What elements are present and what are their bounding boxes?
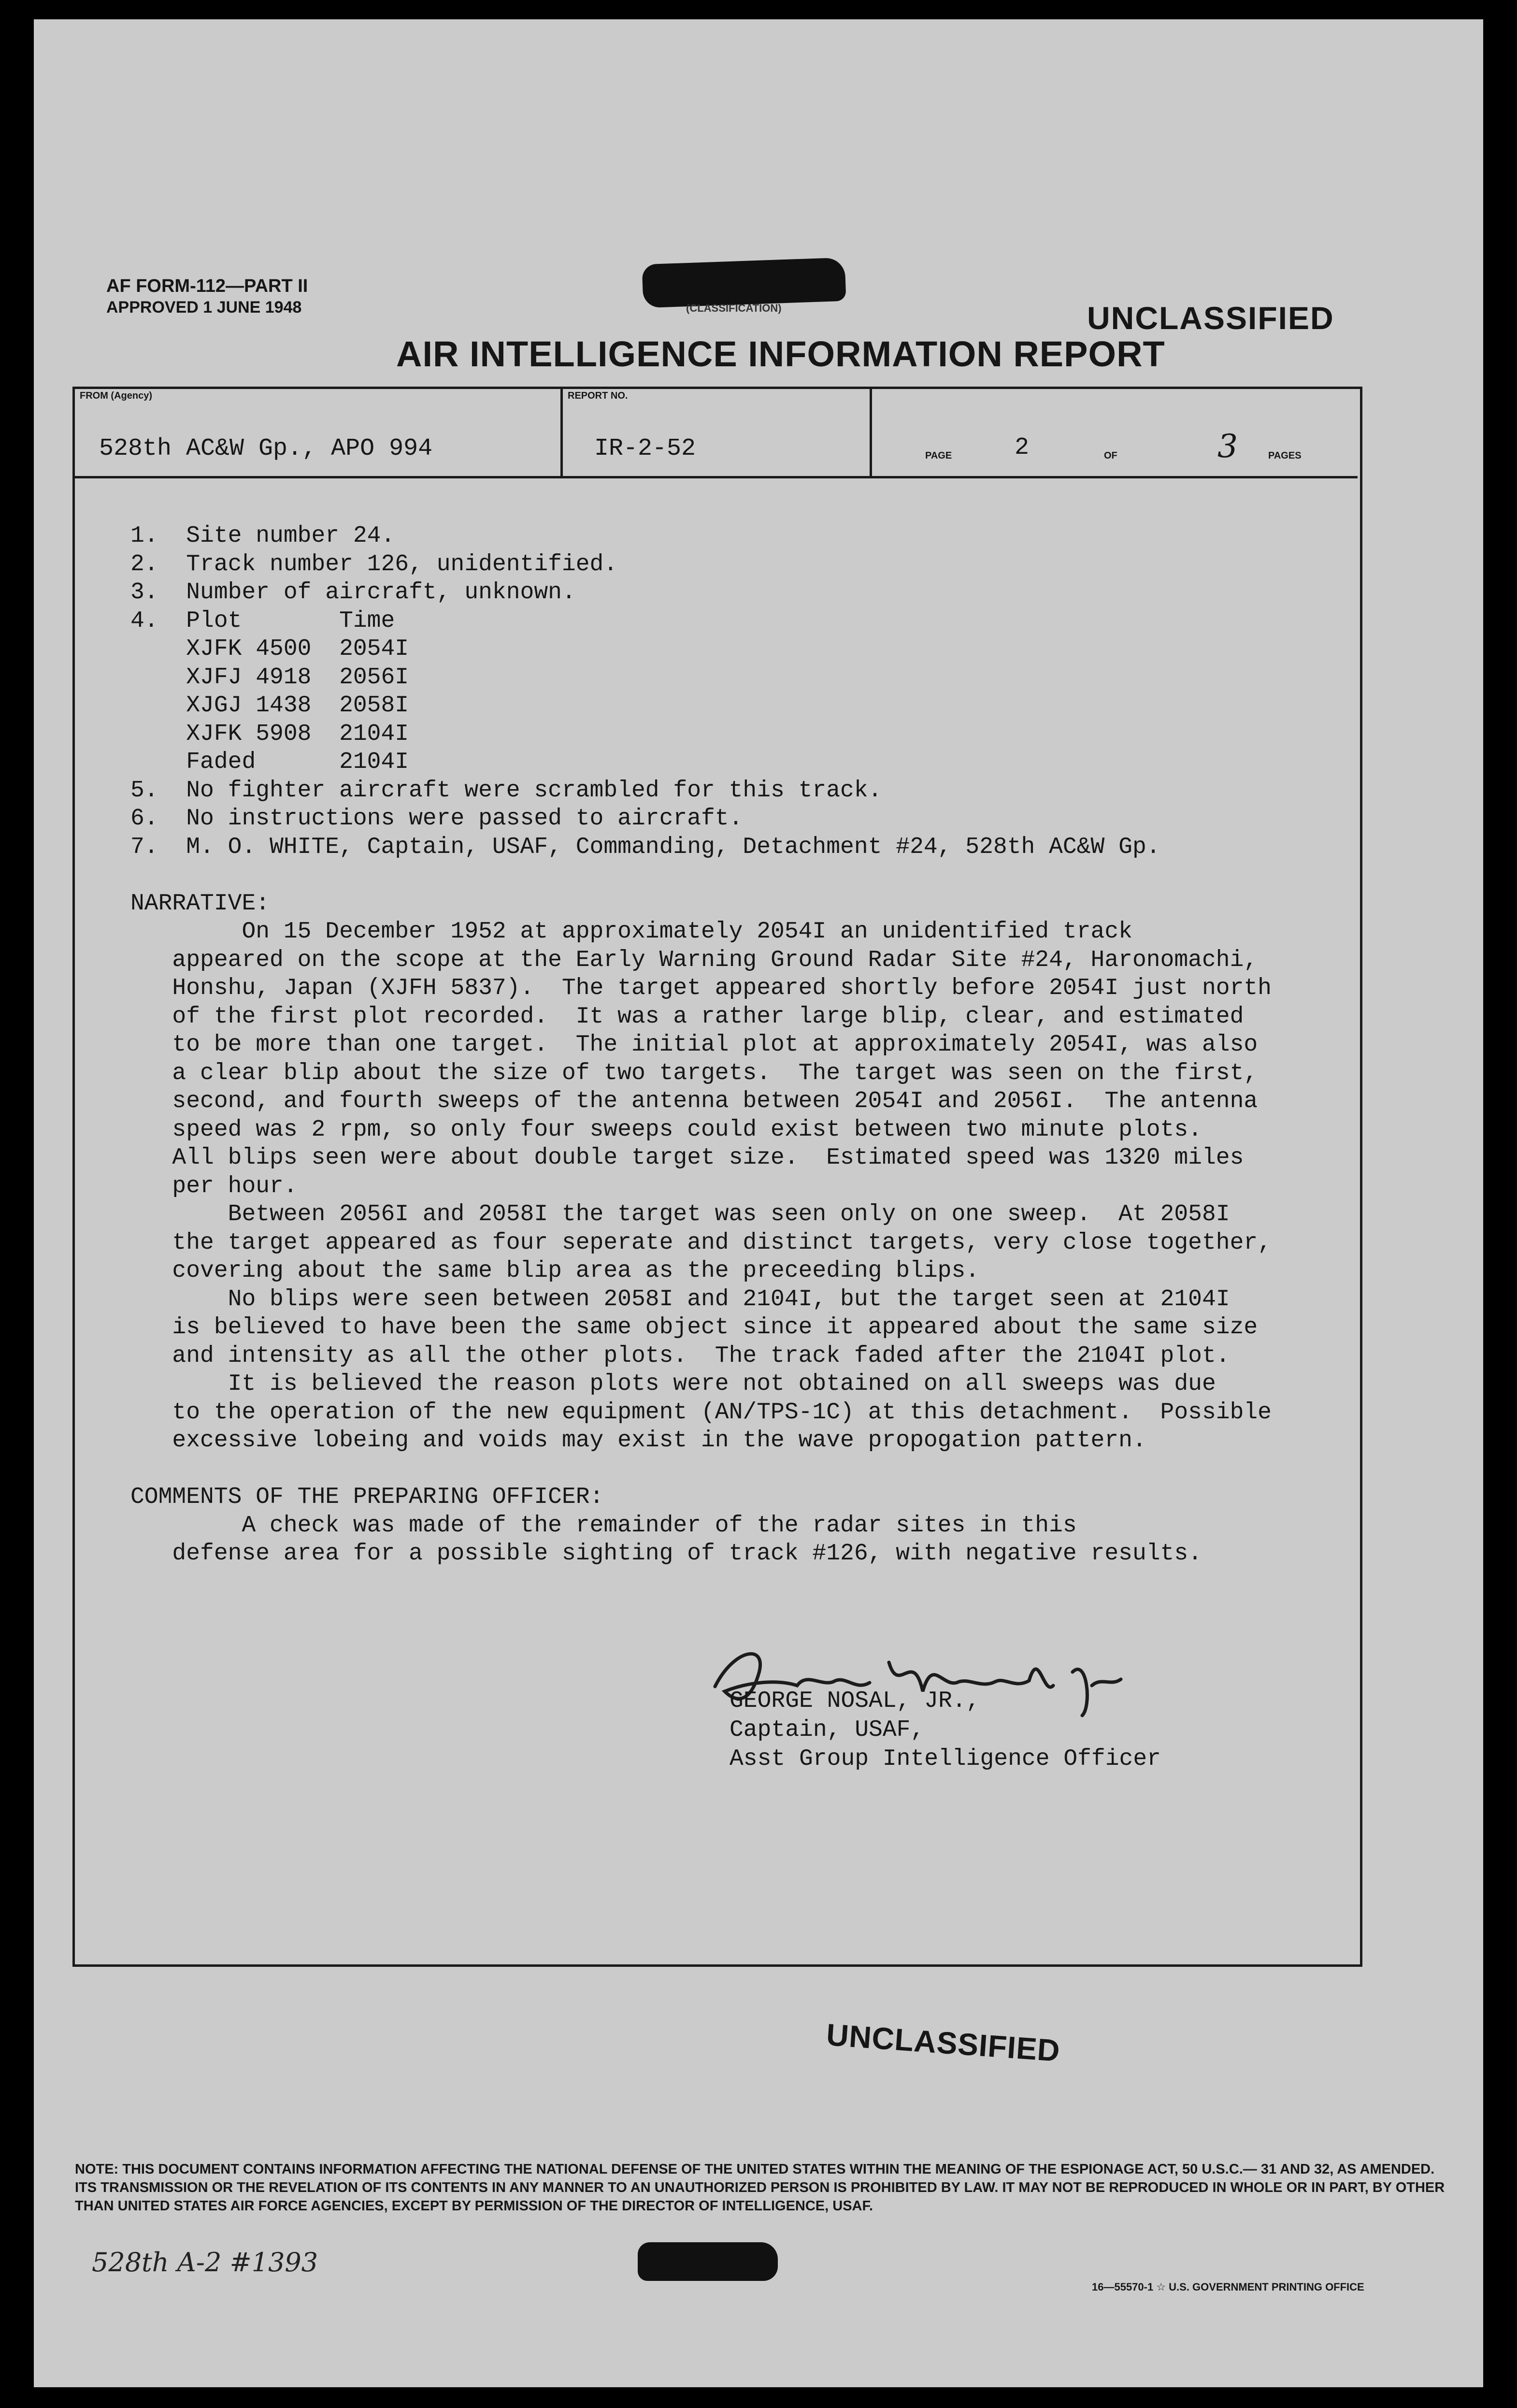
header-row xyxy=(72,387,1358,478)
of-label: OF xyxy=(1104,450,1117,461)
report-no-value: IR-2-52 xyxy=(594,435,696,462)
page-number: 2 xyxy=(1015,434,1030,461)
classification-stamp-bottom: UNCLASSIFIED xyxy=(825,2017,1061,2068)
report-title: AIR INTELLIGENCE INFORMATION REPORT xyxy=(396,334,1165,374)
redaction-bar-bottom xyxy=(638,2242,778,2281)
header-divider-1 xyxy=(560,387,563,476)
signature-block: GEORGE NOSAL, JR., Captain, USAF, Asst Group Intelligence Officer xyxy=(730,1688,1161,1772)
footer-note: NOTE: THIS DOCUMENT CONTAINS INFORMATION AFFECTING THE NATIONAL DEFENSE OF THE UNITED STATES WITHIN THE MEANING OF THE ESPIONAGE ACT, 50 U.S.C.— 31 AND 32, AS AMENDED. ITS TRANSMISSION OR THE REVELATION OF ITS CONTENTS IN ANY MANNER TO AN UNAUTHORIZED PERSON IS PROHIBITED BY LAW. IT MAY NOT BE REPRODUCED IN WHOLE OR IN PART, BY OTHER THAN UNITED STATES AIR FORCE AGENCIES, EXCEPT BY PERMISSION OF THE DIRECTOR OF INTELLIGENCE, USAF. xyxy=(75,2162,1445,2214)
handwritten-reference: 528th A-2 #1393 xyxy=(92,2247,318,2278)
classification-stamp-top: UNCLASSIFIED xyxy=(1087,300,1334,336)
header-divider-2 xyxy=(870,387,872,476)
redaction-bar-top xyxy=(642,258,846,308)
classification-label: (CLASSIFICATION) xyxy=(686,302,782,314)
from-label: FROM (Agency) xyxy=(80,390,152,401)
form-id: AF FORM-112—PART II xyxy=(106,276,308,296)
print-code: 16—55570-1 ☆ U.S. GOVERNMENT PRINTING OFFICE xyxy=(1092,2281,1364,2293)
report-no-label: REPORT NO. xyxy=(568,390,628,401)
page-label: PAGE xyxy=(925,450,952,461)
document-page xyxy=(34,19,1483,2387)
form-approved-date: APPROVED 1 JUNE 1948 xyxy=(106,298,302,317)
total-pages: 3 xyxy=(1217,428,1238,465)
pages-label: PAGES xyxy=(1268,450,1302,461)
form-id-block xyxy=(106,275,308,318)
report-body: 1. Site number 24. 2. Track number 126, unidentified. 3. Number of aircraft, unknown. 4. Plot Time XJFK 4500 2054I XJFJ 4918 2056I XJGJ 1438 2058I XJFK 5908 2104I Faded 2104I 5. No fighter aircraft were scrambled for this track. 6. No instructions were passed to aircraft. 7. M. O. WHITE, Captain, USAF, Commanding, Detachment #24, 528th AC&W Gp. NARRATIVE: On 15 December 1952 at approximately 2054I an unidentified track appeared on the scope at the Early Warning Ground Radar Site #24, Haronomachi, Honshu, Japan (XJFH 5837). The target appeared shortly before 2054I just north of the first plot recorded. It was a rather large blip, clear, and estimated to be more than one target. The initial plot at approximately 2054I, was also a clear blip about the size of two targets. The target was seen on the first, second, and fourth sweeps of the antenna between 2054I and 2056I. The antenna speed was 2 rpm, so only four sweeps could exist between two minute plots. All blips seen were about double target size. Estimated speed was 1320 miles per hour. Between 2056I and 2058I the target was seen only on one sweep. At 2058I the target appeared as four seperate and distinct targets, very close together, covering about the same blip area as the preceeding blips. No blips were seen between 2058I and 2104I, but the target seen at 2104I is believed to have been the same object since it appeared about the same size and intensity as all the other plots. The track faded after the 2104I plot. It is believed the reason plots were not obtained on all sweeps was due to the operation of the new equipment (AN/TPS-1C) at this detachment. Possible excessive lobeing and voids may exist in the wave propogation pattern. COMMENTS OF THE PREPARING OFFICER: A check was made of the remainder of the radar sites in this defense area for a possible sighting of track #126, with negative results. xyxy=(130,523,1272,1567)
from-value: 528th AC&W Gp., APO 994 xyxy=(99,435,433,462)
